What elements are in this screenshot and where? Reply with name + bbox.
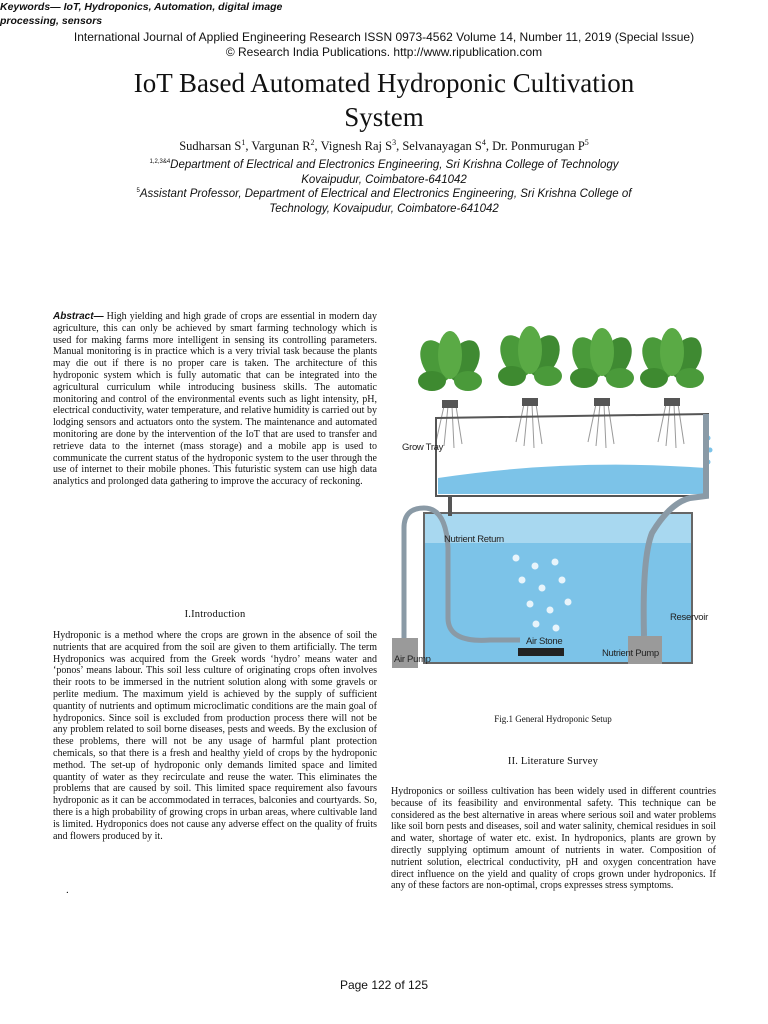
section-heading-literature-survey: II. Literature Survey [507,756,599,767]
label-grow-tray: Grow Tray [402,442,444,453]
air-stone [518,648,564,656]
journal-header-line1: International Journal of Applied Engineering Research ISSN 0973-4562 Volume 14, Number 11, 2019 (Special Issue) [73,30,695,44]
section-heading-introduction: I.Introduction [184,609,246,620]
affiliation-line2: Kovaipudur, Coimbatore-641042 [301,173,467,186]
author-list: Sudharsan $S^1$, Vargunan $R^2$, Vignesh Raj $S^3$, Selvanayagan $S^4$, Dr. Ponmurugan $P^5$ [179,138,589,154]
author-sup: 2 [310,138,315,147]
journal-header-line2: © Research India Publications. http://www.ripublication.com [225,45,543,59]
affiliation-2 [60,184,708,217]
affiliation-sup: 1,2,3&4 [149,159,171,165]
label-air-pump: Air Pump [394,654,431,665]
author-name: Dr. Ponmurugan P [492,139,585,154]
label-nutrient-pump: Nutrient Pump [602,648,659,659]
journal-header [0,30,768,60]
paper-title-line1: IoT Based Automated Hydroponic Cultivation [133,68,635,98]
label-reservoir: Reservoir [670,612,708,623]
label-air-stone: Air Stone [526,636,563,647]
author-sup: 4 [481,138,486,147]
figure-caption: Fig.1 General Hydroponic Setup [494,714,612,724]
affiliation-1 [60,155,708,188]
affiliation-text: Department of Electrical and Electronics Engineering, Sri Krishna College of Technology [170,158,619,171]
abstract-label: Abstract— [53,311,104,322]
author-name: Vignesh Raj S [320,139,393,154]
page-number-footer: Page 122 of 125 [339,978,429,992]
label-nutrient-return: Nutrient Return [444,534,504,545]
author-sup: 1 [241,138,246,147]
author-name: Selvanayagan S [402,139,482,154]
author-name: Sudharsan S [179,139,242,154]
affiliation-sup: 5 [136,188,140,194]
hydroponic-diagram [390,318,716,688]
introduction-paragraph: Hydroponic is a method where the crops are grown in the absence of soil the nutrients that are acquired from the soil are given to them artificially. The term Hydroponics was acquired from the Greek words ‘hydro’ means water and ‘ponos’ means labour. This soil less culture of originating crops often involves their roots to be immersed in the nutrient solution along with some gravels or perlite medium. The maximum yield is achieved by the supply of sufficient quantity of nutrients and optimum microclimatic conditions are the main goal of hydroponics. Since soil is excluded from production process there will not be any problem related to soil borne diseases, pests and weeds. By the exclusion of these problems, there will not be any usage of harmful plant protection chemicals, so that there is a fresh and healthy yield of crops by the hydroponic method. The set-up of hydroponic only demands limited space and limited quantity of water as they recirculate and reuse the water. This eliminates the problems that are caused by soil. This limited space requirement also favours hydroponic as it can be accommodated in terraces, balconies and courtyards. So, there is a high probability of growing crops in urban areas, where cultivable land is limited. Hydroponics does not cause any adverse effect on the quality of fruits and flowers produced by it. [53,630,377,842]
affiliation-line2: Technology, Kovaipudur, Coimbatore-641042 [269,202,499,215]
plant-roots [436,404,684,448]
author-sup: 5 [584,138,589,147]
affiliation-text: Assistant Professor, Department of Electrical and Electronics Engineering, Sri Krishna College of [139,187,632,200]
hydroponic-setup-figure [390,318,716,688]
abstract-paragraph [53,311,377,488]
abstract-text: High yielding and high grade of crops are essential in modern day agriculture, this can only be achieved by smart farming technology which is used for making farms more intelligent in sensing its controlling parameters. Manual monitoring is in practice which is a very trivial task because the plants may die out if there is no proper care is taken. The architecture of this hydroponic system which is fully automatic that can be integrated into the agricultural curriculum while introducing business skills. The automatic monitoring and control of the environmental events such as light intensity, pH, electrical conductivity, water temperature, and relative humidity is carried out by lodging sensors and actuators onto the system. The maintenance and automated monitoring are done by the intervention of the IoT that are used to transfer and retrieve data to the internet (mass storage) and a mobile app is used to communicate the current status of the hydroponic system to the user through the use of internet to their mobile phones. This futuristic system can use high data analytics and prolonged data gathering to improve the accuracy of reckoning. [53,311,377,488]
paper-title [40,66,728,134]
paper-title-line2: System [344,102,424,132]
stray-dot: . [66,884,69,896]
author-sup: 3 [392,138,397,147]
plant-leaves [414,326,708,391]
literature-survey-paragraph: Hydroponics or soilless cultivation has been widely used in different countries because of its feasibility and environmental safety. This technique can be considered as the best alternative in areas where serious soil and water problems like soil born pests and diseases, soil and water salinity, chemical residues in soil and water, shortage of water etc. exist. In hydroponics, plants are grown by directly supplying optimum amount of nutrients in water. Composition of nutrient solution, electrical conductivity, pH and oxygen concentration have direct influence on the yield and quality of crops grown under hydroponics. If any of these factors are non-optimal, crops expresses stress symptoms. [391,786,716,892]
author-name: Vargunan R [251,139,311,154]
keywords: Keywords— IoT, Hydroponics, Automation, digital image processing, sensors [0,1,283,27]
